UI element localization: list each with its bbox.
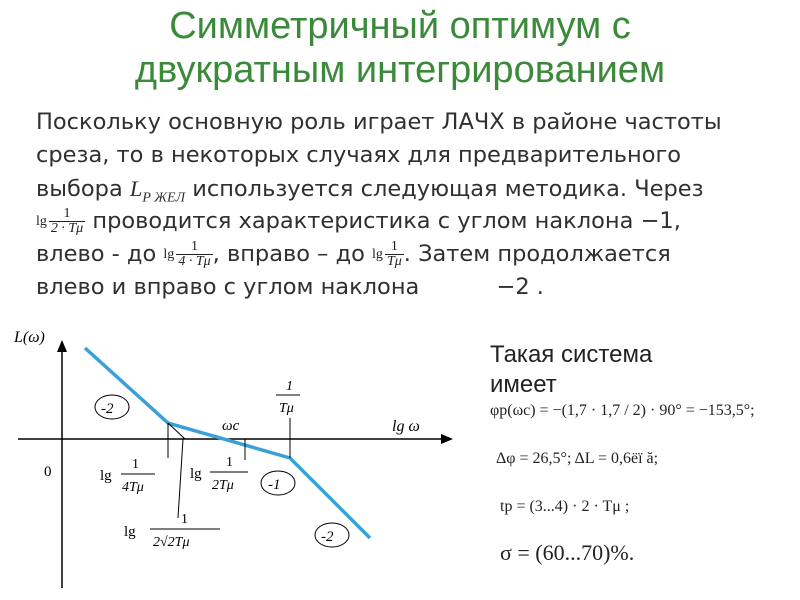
fraction-lg-1-2t: [36, 205, 85, 238]
formula-phase: φp(ωc) = −(1,7 · 1,7 / 2) · 90° = −153,5°;: [490, 402, 755, 419]
tick-b-lg: lg: [190, 466, 202, 482]
cutoff-label: ωc: [222, 418, 240, 434]
formula-time: tp = (3...4) · 2 · Tμ ;: [500, 498, 630, 515]
frac-num: 1: [190, 239, 198, 254]
tick-c-den: 2√2Tμ: [153, 535, 190, 550]
tick-c-lg: lg: [124, 524, 136, 540]
l-symbol: L: [129, 176, 143, 201]
y-axis-label: L(ω): [14, 329, 45, 346]
tick-top-num: 1: [286, 379, 293, 394]
frac-den: Tμ: [386, 254, 402, 269]
tick-b-num: 1: [226, 455, 233, 470]
paragraph-line-4: [36, 205, 681, 238]
lg-label: lg: [36, 214, 47, 229]
paragraph-line-2: среза, то в некоторых случаях для предварительного: [36, 142, 682, 168]
system-line-2: имеет: [490, 371, 557, 398]
system-heading: [490, 340, 652, 400]
paragraph-line-1: Поскольку основную роль играет ЛАЧХ в районе частоты: [36, 109, 722, 135]
origin-label: 0: [44, 464, 52, 480]
text-segment: , вправо – до: [212, 241, 373, 267]
text-segment: проводится характеристика с углом наклона −1,: [85, 208, 681, 234]
slide-title: [0, 4, 800, 92]
y-axis-arrow: [57, 340, 67, 352]
slope-right-label: -2: [321, 529, 334, 545]
text-segment: . Затем продолжается: [403, 241, 671, 267]
tick-a-num: 1: [132, 457, 139, 472]
slope-left-label: -2: [101, 401, 114, 417]
fraction-lg-1-4t: [163, 238, 212, 271]
fraction-lg-1-t: [372, 238, 404, 271]
frac-den: 4 · Tμ: [178, 254, 211, 269]
x-axis-label: lg ω: [392, 418, 420, 435]
lg-label: lg: [163, 247, 175, 262]
frac-den: 2 · Tμ: [50, 221, 84, 236]
x-axis-arrow: [441, 434, 453, 444]
lach-diagram: [0, 318, 480, 598]
slope-mid-label: -1: [268, 477, 281, 493]
title-line-1: Симметричный оптимум с: [169, 5, 631, 47]
system-line-1: Такая система: [490, 341, 653, 368]
tick-b-den: 2Tμ: [212, 478, 234, 493]
formula-margins: Δφ = 26,5°; ΔL = 0,6ёї ă;: [496, 450, 659, 467]
paragraph-line-5: [36, 238, 671, 271]
frac-num: 1: [63, 206, 71, 221]
l-subscript: P ЖЕЛ: [142, 190, 186, 206]
formula-overshoot: σ = (60...70)%.: [500, 540, 635, 565]
tick-top-den: Tμ: [279, 401, 294, 416]
tick-line-c: [178, 439, 183, 518]
text-segment: влево - до: [36, 241, 164, 267]
paragraph-line-6: [36, 271, 544, 304]
frac-num: 1: [390, 239, 398, 254]
tick-a-lg: lg: [100, 468, 112, 484]
text-segment: влево и вправо с углом наклона: [36, 274, 420, 300]
text-segment: используется следующая методика. Через: [185, 176, 704, 202]
slope-value: −2 .: [496, 274, 544, 300]
lach-curve: [85, 348, 370, 538]
text-segment: выбора: [36, 176, 130, 202]
tick-a-den: 4Tμ: [122, 480, 144, 495]
tick-c-num: 1: [181, 512, 188, 527]
title-line-2: двукратным интегрированием: [134, 49, 666, 91]
lg-label: lg: [372, 247, 383, 262]
